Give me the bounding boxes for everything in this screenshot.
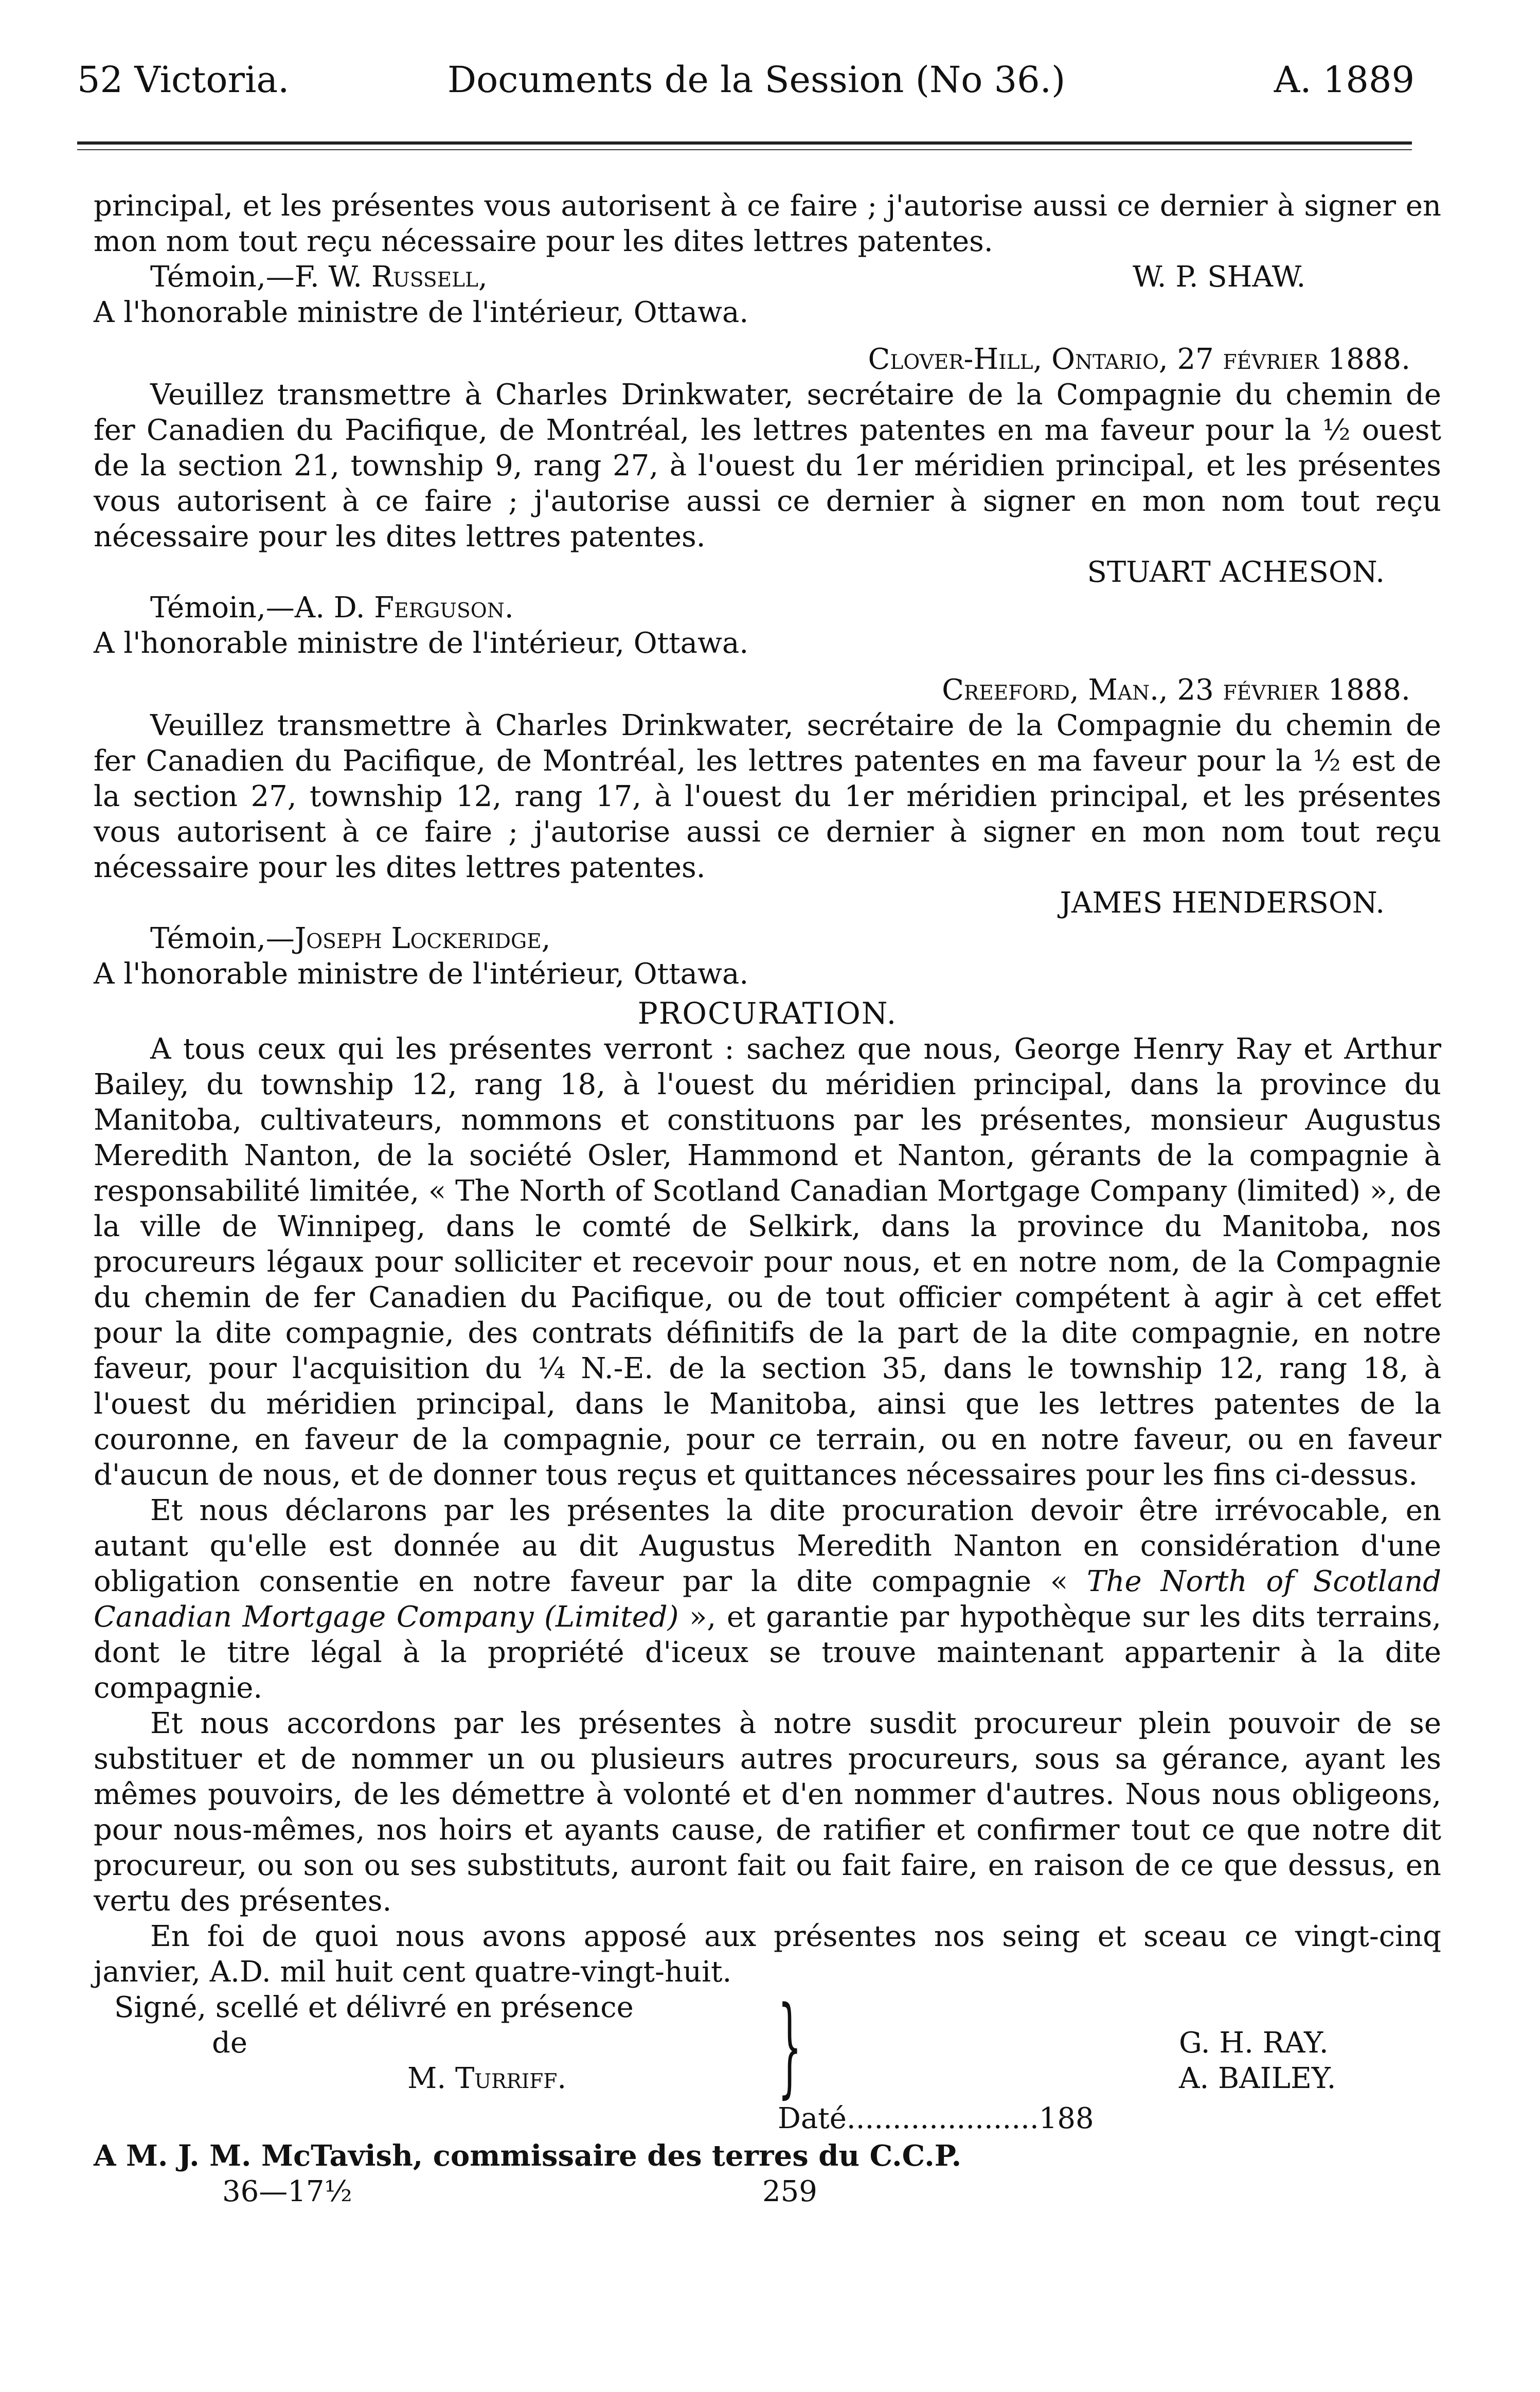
letter3-text: Veuillez transmettre à Charles Drinkwater, secrétaire de la Compagnie du chemin de fer Canadien du Pacifique, de Montréal, les lettres patentes en ma faveur pour la ½ est de la section 27, township 12, rang 17, à l'ouest du 1er méridien principal, et les présentes vous autorisent à ce faire ; j'autorise aussi ce dernier à signer en mon nom tout reçu nécessaire pour les dites lettres patentes. [94, 709, 1441, 884]
header-rule [77, 141, 1412, 145]
witness-label: Témoin,— [150, 260, 295, 294]
letter1-addressee: A l'honorable ministre de l'intérieur, Ottawa. [94, 296, 749, 329]
signed-label-de: de [212, 2026, 247, 2060]
letter3-place-date: Creeford, Man., 23 février 1888. [942, 673, 1410, 707]
letter1-signature-line [94, 259, 1441, 295]
sheet-number: 36—17½ [222, 2175, 352, 2208]
p2-company-name: The North of Scotland Canadian Mortgage Company (Limited) [94, 1565, 1441, 1634]
procuration-paragraph-4: En foi de quoi nous avons apposé aux présentes nos seing et sceau ce vingt-cinq janvier, A.D. mil huit cent quatre-vingt-huit. [94, 1920, 1441, 1989]
signer-bailey: A. BAILEY. [1179, 2062, 1336, 2095]
date-line [94, 2098, 1441, 2136]
document-body [94, 188, 1441, 2212]
procuration-paragraph-2 [94, 1493, 1441, 1706]
letter3-addressee: A l'honorable ministre de l'intérieur, Ottawa. [94, 957, 749, 991]
letter2-place-date: Clover-Hill, Ontario, 27 février 1888. [868, 343, 1410, 376]
witness-label: Témoin,— [150, 591, 295, 624]
signer-ray: G. H. RAY. [1179, 2026, 1329, 2060]
procuration-paragraph-3: Et nous accordons par les présentes à notre susdit procureur plein pouvoir de se substituer et de nommer un ou plusieurs autres procureurs, sous sa gérance, ayant les mêmes pouvoirs, de les démettre à volonté et d'en nommer d'autres. Nous nous obligeons, pour nous-mêmes, nos hoirs et ayants cause, de ratifier et confirmer tout ce que notre dit procureur, ou son ou ses substituts, auront fait ou fait faire, en raison de ce que dessus, en vertu des présentes. [94, 1707, 1441, 1918]
procuration-witness: M. Turriff. [407, 2062, 567, 2095]
witness-label: Témoin,— [150, 922, 295, 955]
footer-addressee: A M. J. M. McTavish, commissaire des terres du C.C.P. [94, 2139, 962, 2173]
letter2-signer: STUART ACHESON. [1087, 556, 1385, 589]
p2-start: Et nous déclarons par les présentes la dite procuration devoir être irrévocable, en autant qu'elle est donnée au dit Augustus Meredith Nanton en considération d'une obligation consentie en notre faveur par la dite compagnie « [94, 1494, 1441, 1598]
running-header [77, 57, 1414, 103]
letter1-witness [150, 259, 488, 295]
signature-block [94, 1983, 1441, 2109]
procuration-paragraph-1: A tous ceux qui les présentes verront : sachez que nous, George Henry Ray et Arthur Bailey, du township 12, rang 18, à l'ouest du méridien principal, dans la province du Manitoba, cultivateurs, nommons et constituons par les présentes, monsieur Augustus Meredith Nanton, de la société Osler, Hammond et Nanton, gérants de la compagnie à responsabilité limitée, « The North of Scotland Canadian Mortgage Company (limited) », de la ville de Winnipeg, dans le comté de Selkirk, dans la province du Manitoba, nos procureurs légaux pour solliciter et recevoir pour nous, et en notre nom, de la Compagnie du chemin de fer Canadien du Pacifique, ou de tout officier compétent à agir à cet effet pour la dite compagnie, des contrats définitifs de la part de la dite compagnie, en notre faveur, pour l'acquisition du ¼ N.-E. de la section 35, dans le township 12, rang 18, à l'ouest du méridien principal, dans le Manitoba, ainsi que les lettres patentes de la couronne, en faveur de la compagnie, pour ce terrain, ou en notre faveur, ou en faveur d'aucun de nous, et de donner tous reçus et quittances nécessaires pour les fins ci-dessus. [94, 1032, 1441, 1492]
letter1-text: principal, et les présentes vous autorisent à ce faire ; j'autorise aussi ce dernier à signer en mon nom tout reçu nécessaire pour les dites lettres patentes. [94, 189, 1441, 258]
procuration-title: PROCURATION. [637, 996, 898, 1031]
signed-label: Signé, scellé et délivré en présence [114, 1991, 634, 2024]
letter3-signer: JAMES HENDERSON. [1060, 886, 1385, 920]
header-title: Documents de la Session (No 36.) [447, 59, 1066, 101]
letter2-addressee: A l'honorable ministre de l'intérieur, Ottawa. [94, 627, 749, 660]
p2-end: », et garantie par hypothèque sur les dits terrains, dont le titre légal à la propriété d'iceux se trouve maintenant appartenir à la dite compagnie. [94, 1600, 1441, 1705]
witness-name: Joseph Lockeridge, [294, 922, 551, 955]
header-right: A. 1889 [1274, 59, 1414, 101]
letter2-witness [94, 590, 1441, 626]
brace-glyph: } [778, 1983, 802, 2109]
letter2-text: Veuillez transmettre à Charles Drinkwater, secrétaire de la Compagnie du chemin de fer Canadien du Pacifique, de Montréal, les lettres patentes en ma faveur pour la ½ ouest de la section 21, township 9, rang 27, à l'ouest du 1er méridien principal, et les présentes vous autorisent à ce faire ; j'autorise aussi ce dernier à signer en mon nom tout reçu nécessaire pour les dites lettres patentes. [94, 378, 1441, 554]
witness-name: A. D. Ferguson. [294, 591, 514, 624]
letter3-witness [94, 921, 1441, 956]
page-number: 259 [762, 2175, 817, 2208]
date-field: Daté.....................188 [778, 2102, 1094, 2135]
header-rule-thin [77, 149, 1412, 150]
witness-name: F. W. Russell, [294, 260, 488, 294]
footer-line [94, 2174, 1441, 2212]
letter1-signer: W. P. SHAW. [1133, 260, 1306, 294]
header-left: 52 Victoria. [77, 59, 290, 101]
